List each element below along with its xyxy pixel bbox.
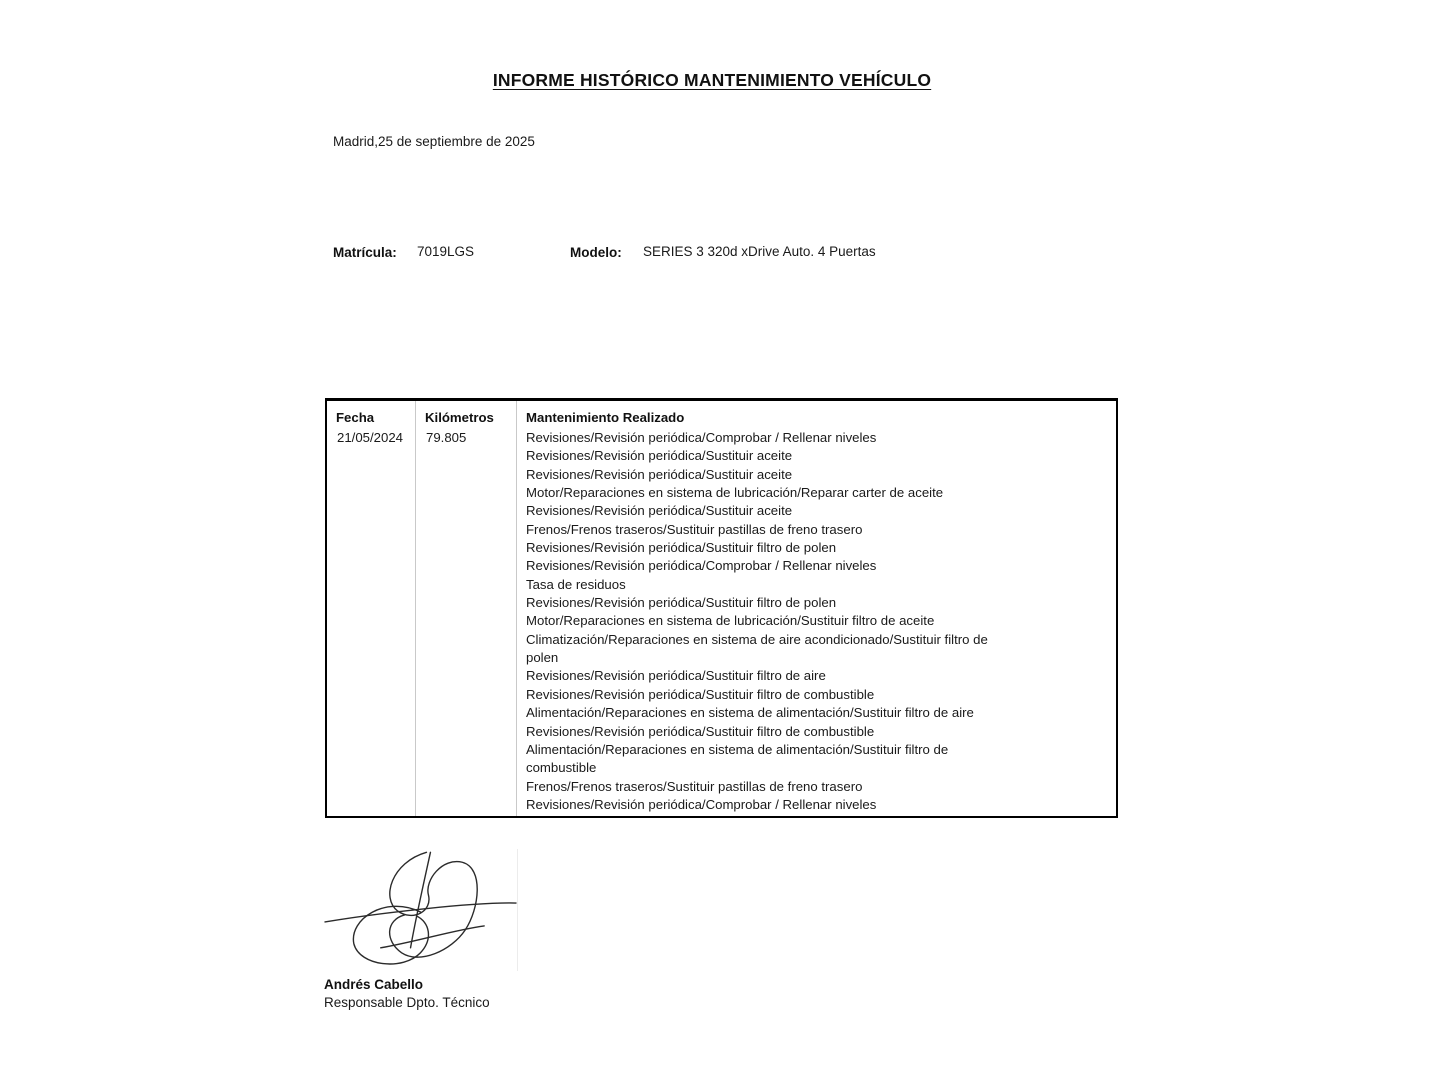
table-header-mantenimiento: Mantenimiento Realizado [526,410,685,425]
column-mantenimiento [516,401,1116,816]
maintenance-item: Revisiones/Revisión periódica/Sustituir filtro de aire [526,668,826,684]
maintenance-item: Tasa de residuos [526,576,626,592]
signature-scribble-icon [324,849,517,971]
maintenance-item: Revisiones/Revisión periódica/Sustituir filtro de polen [526,595,837,611]
maintenance-item: Frenos/Frenos traseros/Sustituir pastillas de freno trasero [526,778,863,794]
maintenance-item: Revisiones/Revisión periódica/Sustituir aceite [526,466,793,482]
maintenance-item: Revisiones/Revisión periódica/Comprobar / Rellenar niveles [526,430,877,445]
maintenance-item: Revisiones/Revisión periódica/Sustituir aceite [526,448,793,464]
maintenance-item: Climatización/Reparaciones en sistema de aire acondicionado/Sustituir filtro de polen [526,631,988,666]
maintenance-item: Motor/Reparaciones en sistema de lubricación/Sustituir filtro de aceite [526,613,935,629]
maintenance-item: Revisiones/Revisión periódica/Sustituir aceite [526,503,793,519]
signature-name: Andrés Cabello [324,977,424,992]
modelo-value: SERIES 3 320d xDrive Auto. 4 Puertas [643,244,876,259]
cell-fecha: 21/05/2024 [337,430,404,445]
column-kilometros [415,401,516,816]
cell-kilometros: 79.805 [426,430,467,445]
date-line: Madrid,25 de septiembre de 2025 [333,134,535,149]
maintenance-item: Alimentación/Reparaciones en sistema de alimentación/Sustituir filtro de combustible [526,741,949,776]
maintenance-item: Revisiones/Revisión periódica/Comprobar / Rellenar niveles [526,558,877,574]
maintenance-list [517,429,1012,814]
matricula-value: 7019LGS [417,244,475,259]
maintenance-item: Frenos/Frenos traseros/Sustituir pastillas de freno trasero [526,521,863,537]
signature-role: Responsable Dpto. Técnico [324,995,490,1010]
maintenance-item: Revisiones/Revisión periódica/Sustituir filtro de polen [526,540,837,556]
maintenance-history-table [325,398,1118,818]
matricula-label: Matrícula: [333,245,397,260]
maintenance-item: Motor/Reparaciones en sistema de lubricación/Reparar carter de aceite [526,485,944,501]
page-title: INFORME HISTÓRICO MANTENIMIENTO VEHÍCULO [492,70,932,90]
maintenance-item: Revisiones/Revisión periódica/Comprobar / Rellenar niveles [526,796,877,812]
maintenance-item: Alimentación/Reparaciones en sistema de alimentación/Sustituir filtro de aire [526,705,974,721]
table-header-kilometros: Kilómetros [425,410,494,425]
modelo-label: Modelo: [570,245,622,260]
column-fecha [327,401,415,816]
signature-image [324,849,518,971]
table-header-fecha: Fecha [336,410,375,425]
maintenance-item: Revisiones/Revisión periódica/Sustituir filtro de combustible [526,686,875,702]
maintenance-item: Revisiones/Revisión periódica/Sustituir filtro de combustible [526,723,875,739]
